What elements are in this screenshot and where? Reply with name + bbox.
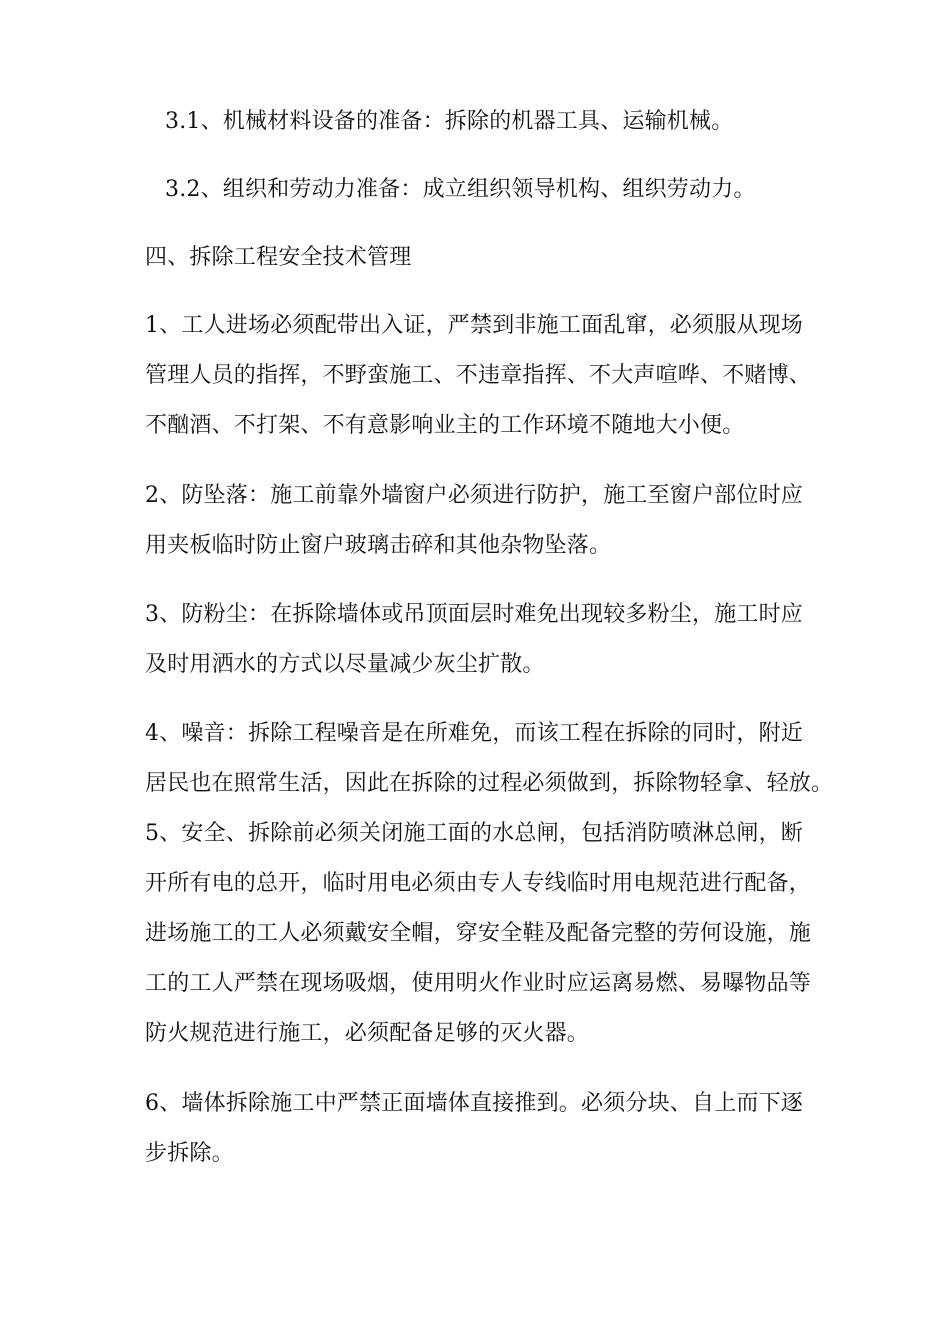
section-heading: 四、拆除工程安全技术管理 <box>145 245 412 270</box>
text-line: 6、墙体拆除施工中严禁正面墙体直接推到。必须分块、自上而下逐 <box>145 1091 803 1116</box>
text-line: 3.1、机械材料设备的准备：拆除的机器工具、运输机械。 <box>165 109 734 134</box>
text-line: 3、防粉尘：在拆除墙体或吊顶面层时难免出现较多粉尘，施工时应 <box>145 602 803 627</box>
text-line: 不酗酒、不打架、不有意影响业主的工作环境不随地大小便。 <box>145 413 745 438</box>
text-line: 及时用洒水的方式以尽量减少灰尘扩散。 <box>145 652 545 677</box>
text-line: 用夹板临时防止窗户玻璃击碎和其他杂物坠落。 <box>145 533 612 558</box>
text-line: 4、噪音：拆除工程噪音是在所难免，而该工程在拆除的同时，附近 <box>145 721 803 746</box>
text-line: 工的工人严禁在现场吸烟，使用明火作业时应运离易燃、易曝物品等 <box>145 971 812 996</box>
text-line: 管理人员的指挥，不野蛮施工、不违章指挥、不大声喧哗、不赌博、 <box>145 363 812 388</box>
text-line: 3.2、组织和劳动力准备：成立组织领导机构、组织劳动力。 <box>165 177 756 202</box>
text-line: 防火规范进行施工，必须配备足够的灭火器。 <box>145 1021 590 1046</box>
text-line: 5、安全、拆除前必须关闭施工面的水总闸，包括消防喷淋总闸，断 <box>145 821 803 846</box>
text-line: 开所有电的总开，临时用电必须由专人专线临时用电规范进行配备， <box>145 871 812 896</box>
text-line: 1、工人进场必须配带出入证，严禁到非施工面乱窜，必须服从现场 <box>145 313 803 338</box>
text-line: 步拆除。 <box>145 1141 234 1166</box>
text-line: 居民也在照常生活，因此在拆除的过程必须做到，拆除物轻拿、轻放。 <box>145 771 834 796</box>
text-line: 2、防坠落：施工前靠外墙窗户必须进行防护，施工至窗户部位时应 <box>145 483 803 508</box>
text-line: 进场施工的工人必须戴安全帽，穿安全鞋及配备完整的劳何设施，施 <box>145 921 812 946</box>
